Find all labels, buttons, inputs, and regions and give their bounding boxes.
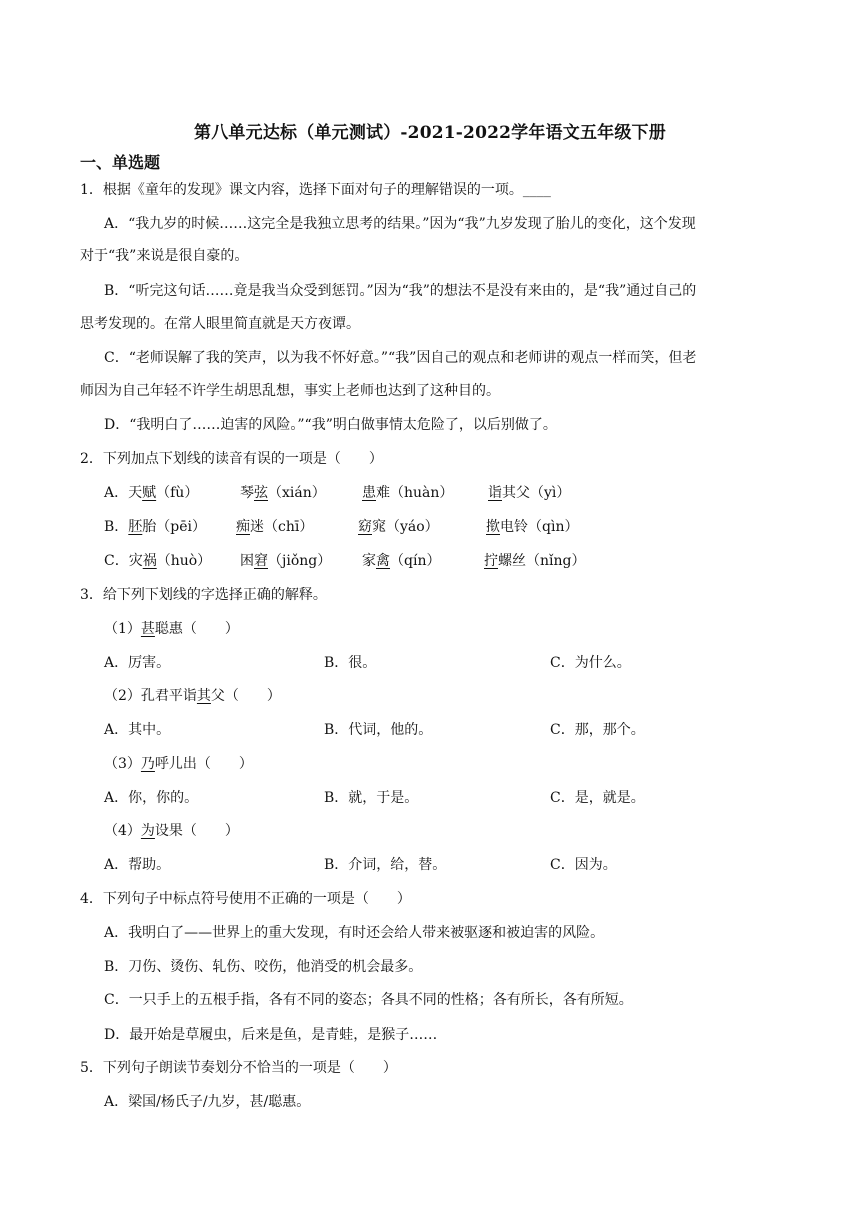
q1-option-a-line1: A．“我九岁的时候……这完全是我独立思考的结果。”因为“我”九岁发现了胎儿的变化，这个发现 — [104, 216, 696, 232]
q1-option-d: D．“我明白了……迫害的风险。”“我”明白做事情太危险了，以后别做了。 — [104, 417, 557, 433]
q1-stem: 1．根据《童年的发现》课文内容，选择下面对句子的理解错误的一项。____ — [80, 182, 551, 198]
q1-option-b-line1: B．“听完这句话……竟是我当众受到惩罚。”因为“我”的想法不是没有来由的，是“我”通过自己的 — [104, 283, 697, 299]
q4-option-c: C．一只手上的五根手指，各有不同的姿态；各具不同的性格；各有所长，各有所短。 — [104, 992, 633, 1008]
q2-b-item2: 痴迷（chī） — [236, 519, 314, 535]
q4-stem: 4．下列句子中标点符号使用不正确的一项是（ ） — [80, 891, 411, 907]
q5-stem: 5．下列句子朗读节奏划分不恰当的一项是（ ） — [80, 1060, 397, 1076]
q2-a-item4: 诣其父（yì） — [488, 485, 571, 501]
q1-option-c-line1: C．“老师误解了我的笑声，以为我不怀好意。”“我”因自己的观点和老师讲的观点一样而笑，但老 — [104, 350, 697, 366]
q2-c-item4: 拧螺丝（nǐng） — [484, 553, 586, 569]
q4-option-a: A．我明白了——世界上的重大发现，有时还会给人带来被驱逐和被迫害的风险。 — [104, 925, 605, 941]
q2-c-item2: 困窘（jiǒng） — [240, 553, 332, 569]
q3-sub1-option-a: A．厉害。 — [104, 655, 171, 671]
q3-stem: 3．给下列下划线的字选择正确的解释。 — [80, 587, 327, 603]
q3-sub1-option-c: C．为什么。 — [550, 655, 631, 671]
q3-sub2-option-a: A．其中。 — [104, 722, 171, 738]
q5-option-a: A．梁国/杨氏子/九岁，甚/聪惠。 — [104, 1094, 311, 1110]
q3-sub2-option-c: C．那，那个。 — [550, 722, 645, 738]
section-heading: 一、单选题 — [80, 153, 161, 172]
q2-b-item3: 窈窕（yáo） — [358, 519, 439, 535]
q1-option-b-line2: 思考发现的。在常人眼里简直就是天方夜谭。 — [80, 316, 360, 332]
page-title: 第八单元达标（单元测试）-2021-2022学年语文五年级下册 — [194, 123, 666, 143]
q3-sub2: （2）孔君平诣其父（ ） — [104, 688, 281, 704]
q3-sub4-option-a: A．帮助。 — [104, 857, 171, 873]
q3-sub1: （1）甚聪惠（ ） — [104, 621, 239, 637]
q3-sub1-option-b: B．很。 — [324, 655, 377, 671]
q1-option-c-line2: 师因为自己年轻不许学生胡思乱想，事实上老师也达到了这种目的。 — [80, 383, 500, 399]
q2-b-item4: 揿电铃（qìn） — [486, 519, 579, 535]
q3-sub4-option-b: B．介词，给，替。 — [324, 857, 447, 873]
q3-sub3-option-a: A．你，你的。 — [104, 790, 199, 806]
q2-a-item3: 患难（huàn） — [362, 485, 454, 501]
q2-c-item3: 家禽（qín） — [362, 553, 441, 569]
q1-option-a-line2: 对于“我”来说是很自豪的。 — [80, 248, 249, 264]
q3-sub3-option-c: C．是，就是。 — [550, 790, 645, 806]
q2-a-item2: 琴弦（xián） — [240, 485, 326, 501]
q3-sub3: （3）乃呼儿出（ ） — [104, 756, 253, 772]
q2-b-item1: B．胚胎（pēi） — [104, 519, 207, 535]
q3-sub2-option-b: B．代词，他的。 — [324, 722, 433, 738]
q2-a-item1: A．天赋（fù） — [104, 485, 199, 501]
q4-option-b: B．刀伤、烫伤、轧伤、咬伤，他消受的机会最多。 — [104, 959, 423, 975]
q3-sub3-option-b: B．就，于是。 — [324, 790, 419, 806]
q3-sub4-option-c: C．因为。 — [550, 857, 617, 873]
q4-option-d: D．最开始是草履虫，后来是鱼，是青蛙，是猴子…… — [104, 1027, 438, 1043]
q2-stem: 2．下列加点下划线的读音有误的一项是（ ） — [80, 451, 383, 467]
q2-c-item1: C．灾祸（huò） — [104, 553, 212, 569]
q3-sub4: （4）为设果（ ） — [104, 823, 239, 839]
